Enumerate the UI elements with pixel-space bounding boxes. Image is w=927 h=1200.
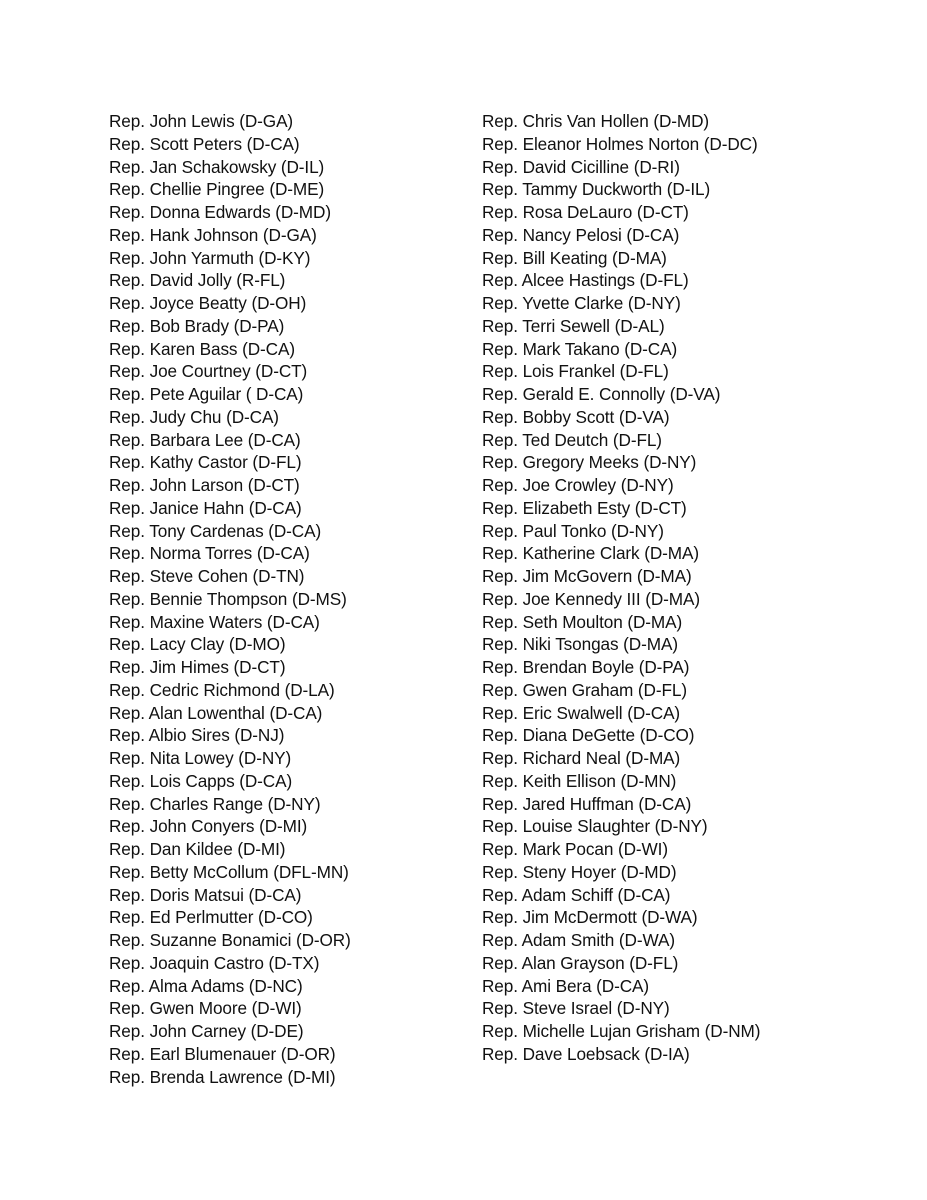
list-item: Rep. Joyce Beatty (D-OH): [109, 293, 307, 313]
list-item: Rep. Mark Pocan (D-WI): [482, 839, 668, 859]
list-item: Rep. Alan Lowenthal (D-CA): [109, 702, 323, 723]
list-item: Rep. John Carney (D-DE): [109, 1021, 304, 1041]
list-item: Rep. Jared Huffman (D-CA): [482, 793, 692, 814]
list-item: Rep. Elizabeth Esty (D-CT): [482, 497, 687, 518]
list-item: Rep. Suzanne Bonamici (D-OR): [109, 930, 351, 950]
list-item: Rep. Charles Range (D-NY): [109, 793, 321, 814]
list-item: Rep. Joe Courtney (D-CT): [109, 361, 308, 382]
list-item: Rep. Alcee Hastings (D-FL): [482, 270, 689, 291]
list-item: Rep. John Lewis (D-GA): [109, 111, 294, 131]
list-item: Rep. Gerald E. Connolly (D-VA): [482, 384, 721, 404]
list-item: Rep. Lacy Clay (D-MO): [109, 634, 286, 655]
list-item: Rep. Maxine Waters (D-CA): [109, 611, 320, 632]
list-item: Rep. Steve Cohen (D-TN): [109, 566, 305, 586]
list-item: Rep. Brendan Boyle (D-PA): [482, 657, 690, 677]
list-item: Rep. Alma Adams (D-NC): [109, 975, 303, 996]
list-item: Rep. Judy Chu (D-CA): [109, 406, 279, 427]
list-item: Rep. Lois Capps (D-CA): [109, 770, 293, 791]
list-item: Rep. Dave Loebsack (D-IA): [482, 1043, 690, 1064]
list-item: Rep. Bobby Scott (D-VA): [482, 406, 670, 427]
list-item: Rep. Cedric Richmond (D-LA): [109, 679, 335, 700]
left-column-list: [109, 110, 469, 1088]
list-item: Rep. Ted Deutch (D-FL): [482, 429, 662, 450]
list-item: Rep. Steve Israel (D-NY): [482, 998, 670, 1019]
list-item: Rep. John Yarmuth (D-KY): [109, 247, 311, 268]
list-item: Rep. Jim McDermott (D-WA): [482, 907, 698, 928]
list-item: Rep. Janice Hahn (D-CA): [109, 497, 302, 518]
list-item: Rep. Michelle Lujan Grisham (D-NM): [482, 1021, 761, 1041]
list-item: Rep. Karen Bass (D-CA): [109, 338, 295, 359]
list-item: Rep. Bennie Thompson (D-MS): [109, 588, 347, 609]
list-item: Rep. Richard Neal (D-MA): [482, 748, 681, 768]
list-item: Rep. Jim McGovern (D-MA): [482, 566, 692, 586]
list-item: Rep. Doris Matsui (D-CA): [109, 884, 302, 905]
list-item: Rep. David Cicilline (D-RI): [482, 156, 680, 177]
list-item: Rep. Betty McCollum (DFL-MN): [109, 861, 349, 882]
list-item: Rep. Rosa DeLauro (D-CT): [482, 202, 689, 222]
list-item: Rep. Nancy Pelosi (D-CA): [482, 224, 680, 245]
list-item: Rep. Gwen Moore (D-WI): [109, 998, 302, 1019]
list-item: Rep. Tammy Duckworth (D-IL): [482, 179, 711, 200]
list-item: Rep. Joaquin Castro (D-TX): [109, 952, 320, 973]
list-item: Rep. Donna Edwards (D-MD): [109, 202, 331, 222]
list-item: Rep. John Conyers (D-MI): [109, 816, 308, 837]
list-item: Rep. Nita Lowey (D-NY): [109, 748, 292, 768]
list-item: Rep. Steny Hoyer (D-MD): [482, 861, 677, 882]
list-item: Rep. Katherine Clark (D-MA): [482, 543, 699, 564]
right-column-list: [482, 110, 902, 1066]
list-item: Rep. Dan Kildee (D-MI): [109, 839, 286, 859]
list-item: Rep. Albio Sires (D-NJ): [109, 725, 285, 746]
list-item: Rep. Mark Takano (D-CA): [482, 338, 678, 359]
list-item: Rep. Diana DeGette (D-CO): [482, 725, 695, 746]
list-item: Rep. Seth Moulton (D-MA): [482, 611, 683, 632]
list-item: Rep. Jan Schakowsky (D-IL): [109, 156, 325, 177]
list-item: Rep. Eric Swalwell (D-CA): [482, 702, 681, 723]
list-item: Rep. Adam Smith (D-WA): [482, 930, 675, 950]
list-item: Rep. Adam Schiff (D-CA): [482, 884, 671, 905]
list-item: Rep. Niki Tsongas (D-MA): [482, 634, 678, 655]
list-item: Rep. Earl Blumenauer (D-OR): [109, 1043, 336, 1064]
list-item: Rep. Lois Frankel (D-FL): [482, 361, 669, 382]
list-item: Rep. John Larson (D-CT): [109, 475, 300, 495]
list-item: Rep. Gregory Meeks (D-NY): [482, 452, 697, 473]
list-item: Rep. David Jolly (R-FL): [109, 270, 286, 291]
list-item: Rep. Ed Perlmutter (D-CO): [109, 907, 313, 928]
list-item: Rep. Bill Keating (D-MA): [482, 247, 667, 268]
list-item: Rep. Jim Himes (D-CT): [109, 657, 286, 677]
list-item: Rep. Scott Peters (D-CA): [109, 133, 300, 154]
list-item: Rep. Joe Crowley (D-NY): [482, 475, 674, 495]
list-item: Rep. Ami Bera (D-CA): [482, 975, 650, 996]
list-item: Rep. Kathy Castor (D-FL): [109, 452, 302, 473]
list-item: Rep. Barbara Lee (D-CA): [109, 429, 301, 450]
list-item: Rep. Chris Van Hollen (D-MD): [482, 111, 710, 131]
list-item: Rep. Louise Slaughter (D-NY): [482, 816, 708, 837]
list-item: Rep. Pete Aguilar ( D-CA): [109, 384, 304, 404]
list-item: Rep. Paul Tonko (D-NY): [482, 520, 664, 541]
list-item: Rep. Bob Brady (D-PA): [109, 315, 285, 336]
list-item: Rep. Norma Torres (D-CA): [109, 543, 310, 564]
list-item: Rep. Yvette Clarke (D-NY): [482, 293, 681, 313]
list-item: Rep. Chellie Pingree (D-ME): [109, 179, 325, 200]
list-item: Rep. Terri Sewell (D-AL): [482, 315, 665, 336]
list-item: Rep. Joe Kennedy III (D-MA): [482, 588, 700, 609]
list-item: Rep. Keith Ellison (D-MN): [482, 770, 677, 791]
list-item: Rep. Alan Grayson (D-FL): [482, 952, 679, 973]
list-item: Rep. Eleanor Holmes Norton (D-DC): [482, 133, 758, 154]
list-item: Rep. Tony Cardenas (D-CA): [109, 520, 322, 541]
list-item: Rep. Brenda Lawrence (D-MI): [109, 1066, 336, 1087]
list-item: Rep. Gwen Graham (D-FL): [482, 679, 687, 700]
list-item: Rep. Hank Johnson (D-GA): [109, 224, 317, 245]
